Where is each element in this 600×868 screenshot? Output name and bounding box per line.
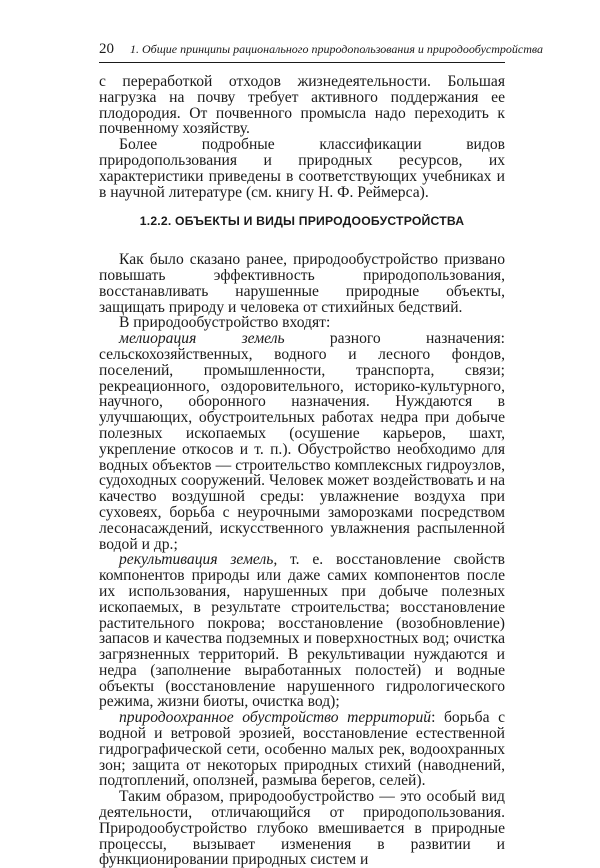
paragraph-intro: Как было сказано ранее, природообустройство призвано повышать эффективность природопользования, восстанавливать нарушенные природные объекты, защищать природу и человека от стихийных бедствий. [99,251,505,316]
term-protection: природоохранное обустройство территорий [119,709,432,727]
paragraph-continued: с переработкой отходов жизнедеятельности. Большая нагрузка на почву требует активного поддержания ее плодородия. От почвенного промысла надо переходить к почвенному хозяйству. [99,73,505,138]
page-number: 20 [99,41,114,57]
list-item-melioration [99,331,505,552]
header-rule [99,62,505,63]
recultivation-text: т. е. восстановление свойств компонентов природы или даже самих компонентов после их использования, нарушенных при добыче полезных ископаемых, в результате строительства; восстановление растительного покрова; восстановление (возобновление) запасов и качества подземных и поверхностных вод; очистка загрязненных территорий. В рекультивации нуждаются и недра (заполнение выработанных полостей) и водные объекты (восстановление нарушенного гидрологического режима, жизни биоты, очистка вод); [99,551,505,711]
term-melioration: мелиорация земель [119,330,285,348]
melioration-text: разного назначения: сельскохозяйственных, водного и лесного фондов, поселений, промышленности, транспорта, связи; рекреационного, оздоровительного, историко-культурного, научного, оборонного назначения. Нуждаются в улучшающих, обустроительных работах недра при добыче полезных ископаемых (осушение карьеров, шахт, укрепление откосов и т. п.). Обустройство необходимо для водных объектов — строительство комплексных гидроузлов, судоходных сооружений. Человек может воздействовать и на качество воздушной среды: увлажнение воздуха при суховеях, борьба с неурочными заморозками посредством лесонасаждений, искусственного увлажнения распыленной водой и др.; [99,330,505,553]
paragraph-conclusion: Таким образом, природообустройство — это особый вид деятельности, отличающийся от природопользования. Природообустройство глубоко вмешивается в природные процессы, вызывает изменения в развитии и функционировании природных систем и [99,788,505,868]
main-text [99,74,505,868]
paragraph-list-lead: В природообустройство входят: [119,314,331,332]
running-title: 1. Общие принципы рационального природопользования и природообустройства [130,42,544,56]
list-item-recultivation [99,552,505,710]
paragraph-classifications: Более подробные классификации видов природопользования и природных ресурсов, их характеристики приведены в соответствующих учебниках и в научной литературе (см. книгу Н. Ф. Реймерса). [99,136,505,201]
running-header [99,41,544,57]
protection-text: : борьба с водной и ветровой эрозией, восстановление естественной гидрографической сети, особенно малых рек, водоохранных зон; защита от некоторых природных стихий (наводнений, подтоплений, оползней, размыва берегов, селей). [99,709,505,790]
section-heading: 1.2.2. ОБЪЕКТЫ И ВИДЫ ПРИРОДООБУСТРОЙСТВА [139,214,465,229]
term-recultivation: рекультивация земель, [119,551,278,569]
